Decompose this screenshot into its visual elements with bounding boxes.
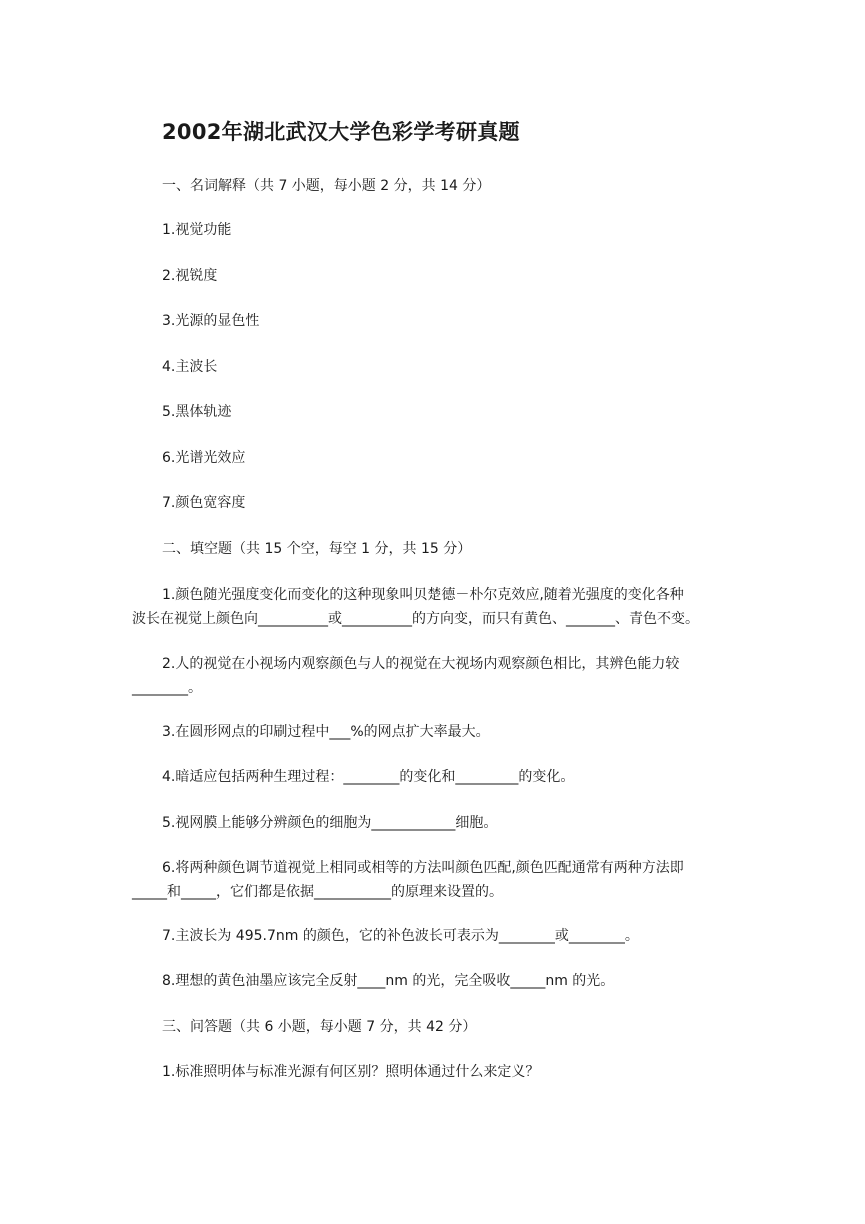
fill-question-3: 3.在圆形网点的印刷过程中___%的网点扩大率最大。 xyxy=(162,724,490,740)
term-item: 1.视觉功能 xyxy=(162,222,232,238)
fill-question-6-line-1: 6.将两种颜色调节道视觉上相同或相等的方法叫颜色匹配,颜色匹配通常有两种方法即 xyxy=(162,860,684,876)
term-item: 3.光源的显色性 xyxy=(162,313,260,329)
fill-question-7: 7.主波长为 495.7nm 的颜色，它的补色波长可表示为________或________。 xyxy=(162,928,639,944)
section-1-heading: 一、名词解释（共 7 小题，每小题 2 分，共 14 分） xyxy=(162,178,491,194)
fill-question-1-line-1: 1.颜色随光强度变化而变化的这种现象叫贝楚德－朴尔克效应,随着光强度的变化各种 xyxy=(162,587,684,603)
document-title: 2002年湖北武汉大学色彩学考研真题 xyxy=(162,120,520,144)
section-3-heading: 三、问答题（共 6 小题，每小题 7 分，共 42 分） xyxy=(162,1019,477,1035)
fill-question-5: 5.视网膜上能够分辨颜色的细胞为____________细胞。 xyxy=(162,815,498,831)
section-2-heading: 二、填空题（共 15 个空，每空 1 分，共 15 分） xyxy=(162,541,472,557)
term-item: 2.视锐度 xyxy=(162,268,218,284)
fill-question-2-line-2: ________。 xyxy=(132,680,202,696)
term-item: 7.颜色宽容度 xyxy=(162,495,246,511)
fill-question-4: 4.暗适应包括两种生理过程：________的变化和_________的变化。 xyxy=(162,769,575,785)
fill-question-1-line-2: 波长在视觉上颜色向__________或__________的方向变，而只有黄色、_______、青色不变。 xyxy=(132,611,699,627)
term-item: 6.光谱光效应 xyxy=(162,450,246,466)
fill-question-6-line-2: _____和_____，它们都是依据___________的原理来设置的。 xyxy=(132,884,503,900)
term-item: 5.黑体轨迹 xyxy=(162,404,232,420)
fill-question-2-line-1: 2.人的视觉在小视场内观察颜色与人的视觉在大视场内观察颜色相比，其辨色能力较 xyxy=(162,656,680,672)
essay-question-1: 1.标准照明体与标准光源有何区别？照明体通过什么来定义？ xyxy=(162,1064,540,1080)
term-item: 4.主波长 xyxy=(162,359,218,375)
fill-question-8: 8.理想的黄色油墨应该完全反射____nm 的光，完全吸收_____nm 的光。 xyxy=(162,973,615,989)
